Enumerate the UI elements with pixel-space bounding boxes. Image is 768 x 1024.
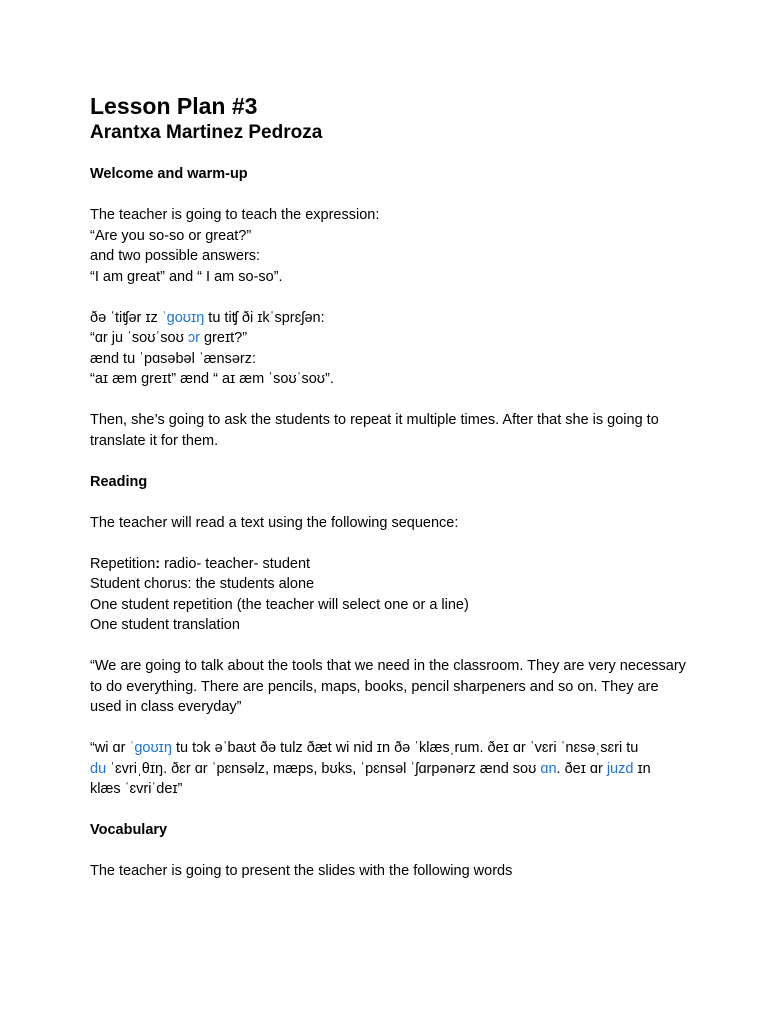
reading-ipa bbox=[90, 738, 690, 800]
spacer bbox=[90, 841, 690, 862]
spacer bbox=[90, 287, 690, 308]
ipa-highlight: du bbox=[90, 760, 107, 777]
spacer bbox=[90, 533, 690, 554]
spacer bbox=[90, 390, 690, 411]
warmup-intro-line-4: “I am great” and “ I am so-so”. bbox=[90, 268, 283, 285]
ipa-text: ðə ˈtiʧər ɪz bbox=[90, 309, 162, 326]
author-name: Arantxa Martinez Pedroza bbox=[90, 122, 323, 143]
warmup-ipa-line-1 bbox=[90, 308, 690, 329]
warmup-intro bbox=[90, 205, 690, 287]
ipa-highlight: ɔr bbox=[187, 330, 200, 346]
reading-sequence bbox=[90, 554, 690, 636]
sequence-item-3: One student repetition (the teacher will select one or a line) bbox=[90, 596, 469, 613]
sequence-item-2: Student chorus: the students alone bbox=[90, 576, 315, 592]
spacer bbox=[90, 636, 690, 657]
warmup-ipa-line-4: “aɪ æm greɪt” ænd “ aɪ æm ˈsoʊˈsoʊ”. bbox=[90, 371, 334, 387]
ipa-highlight: ˈgoʊɪŋ bbox=[129, 740, 172, 756]
warmup-intro-line-2: “Are you so-so or great?” bbox=[90, 227, 252, 244]
sequence-item-4: One student translation bbox=[90, 617, 240, 633]
ipa-text: ˈɛvriˌθɪŋ. ðɛr ɑr ˈpɛnsəlz, mæps, bʊks, ˈpɛnsəl ˈʃɑrpənərz ænd soʊ bbox=[106, 760, 541, 777]
ipa-highlight: juzd bbox=[606, 760, 634, 777]
ipa-text: “ɑr ju ˈsoʊˈsoʊ bbox=[90, 330, 188, 346]
reading-ipa-line-2 bbox=[90, 759, 690, 780]
spacer bbox=[90, 718, 690, 739]
reading-intro: The teacher will read a text using the following sequence: bbox=[90, 514, 459, 531]
ipa-text: greɪt?” bbox=[199, 330, 248, 346]
document-page bbox=[90, 92, 690, 882]
spacer bbox=[90, 451, 690, 472]
ipa-highlight: ɑn bbox=[540, 760, 557, 777]
warmup-heading: Welcome and warm-up bbox=[90, 166, 248, 182]
warmup-ipa bbox=[90, 308, 690, 390]
ipa-text: . ðeɪ ɑr bbox=[556, 760, 607, 777]
vocabulary-heading: Vocabulary bbox=[90, 822, 168, 838]
ipa-highlight: ˈgoʊɪŋ bbox=[161, 309, 205, 326]
warmup-ipa-line-2 bbox=[90, 328, 690, 349]
warmup-followup: Then, she’s going to ask the students to repeat it multiple times. After that she is going to translate it for them. bbox=[90, 412, 659, 449]
reading-ipa-line-3: klæs ˈɛvriˈdeɪ” bbox=[90, 781, 183, 797]
warmup-intro-line-1: The teacher is going to teach the expression: bbox=[90, 207, 380, 223]
warmup-ipa-line-3: ænd tu ˈpɑsəbəl ˈænsərz: bbox=[90, 350, 257, 367]
warmup-intro-line-3: and two possible answers: bbox=[90, 248, 261, 264]
vocabulary-intro: The teacher is going to present the slides with the following words bbox=[90, 863, 513, 879]
sequence-item-1 bbox=[90, 554, 690, 575]
sequence-colon: : bbox=[155, 555, 161, 572]
ipa-text: tu tiʧ ði ɪkˈsprɛʃən: bbox=[204, 309, 325, 326]
sequence-label: Repetition bbox=[90, 555, 156, 572]
reading-heading: Reading bbox=[90, 473, 148, 490]
reading-ipa-line-1 bbox=[90, 738, 690, 759]
ipa-text: “wi ɑr bbox=[90, 740, 130, 756]
spacer bbox=[90, 492, 690, 513]
document-title: Lesson Plan #3 bbox=[90, 93, 258, 119]
sequence-text: radio- teacher- student bbox=[160, 555, 311, 572]
reading-quote: “We are going to talk about the tools that we need in the classroom. They are very necessary to do everything. There are pencils, maps, books, pencil sharpeners and so on. They are used in class everyday” bbox=[90, 658, 686, 715]
ipa-text: tu tɔk əˈbaʊt ðə tulz ðæt wi nid ɪn ðə ˈklæsˌrum. ðeɪ ɑr ˈvɛri ˈnɛsəˌsɛri tu bbox=[171, 740, 639, 756]
spacer bbox=[90, 800, 690, 821]
ipa-text: ɪn bbox=[633, 760, 651, 777]
spacer bbox=[90, 185, 690, 206]
